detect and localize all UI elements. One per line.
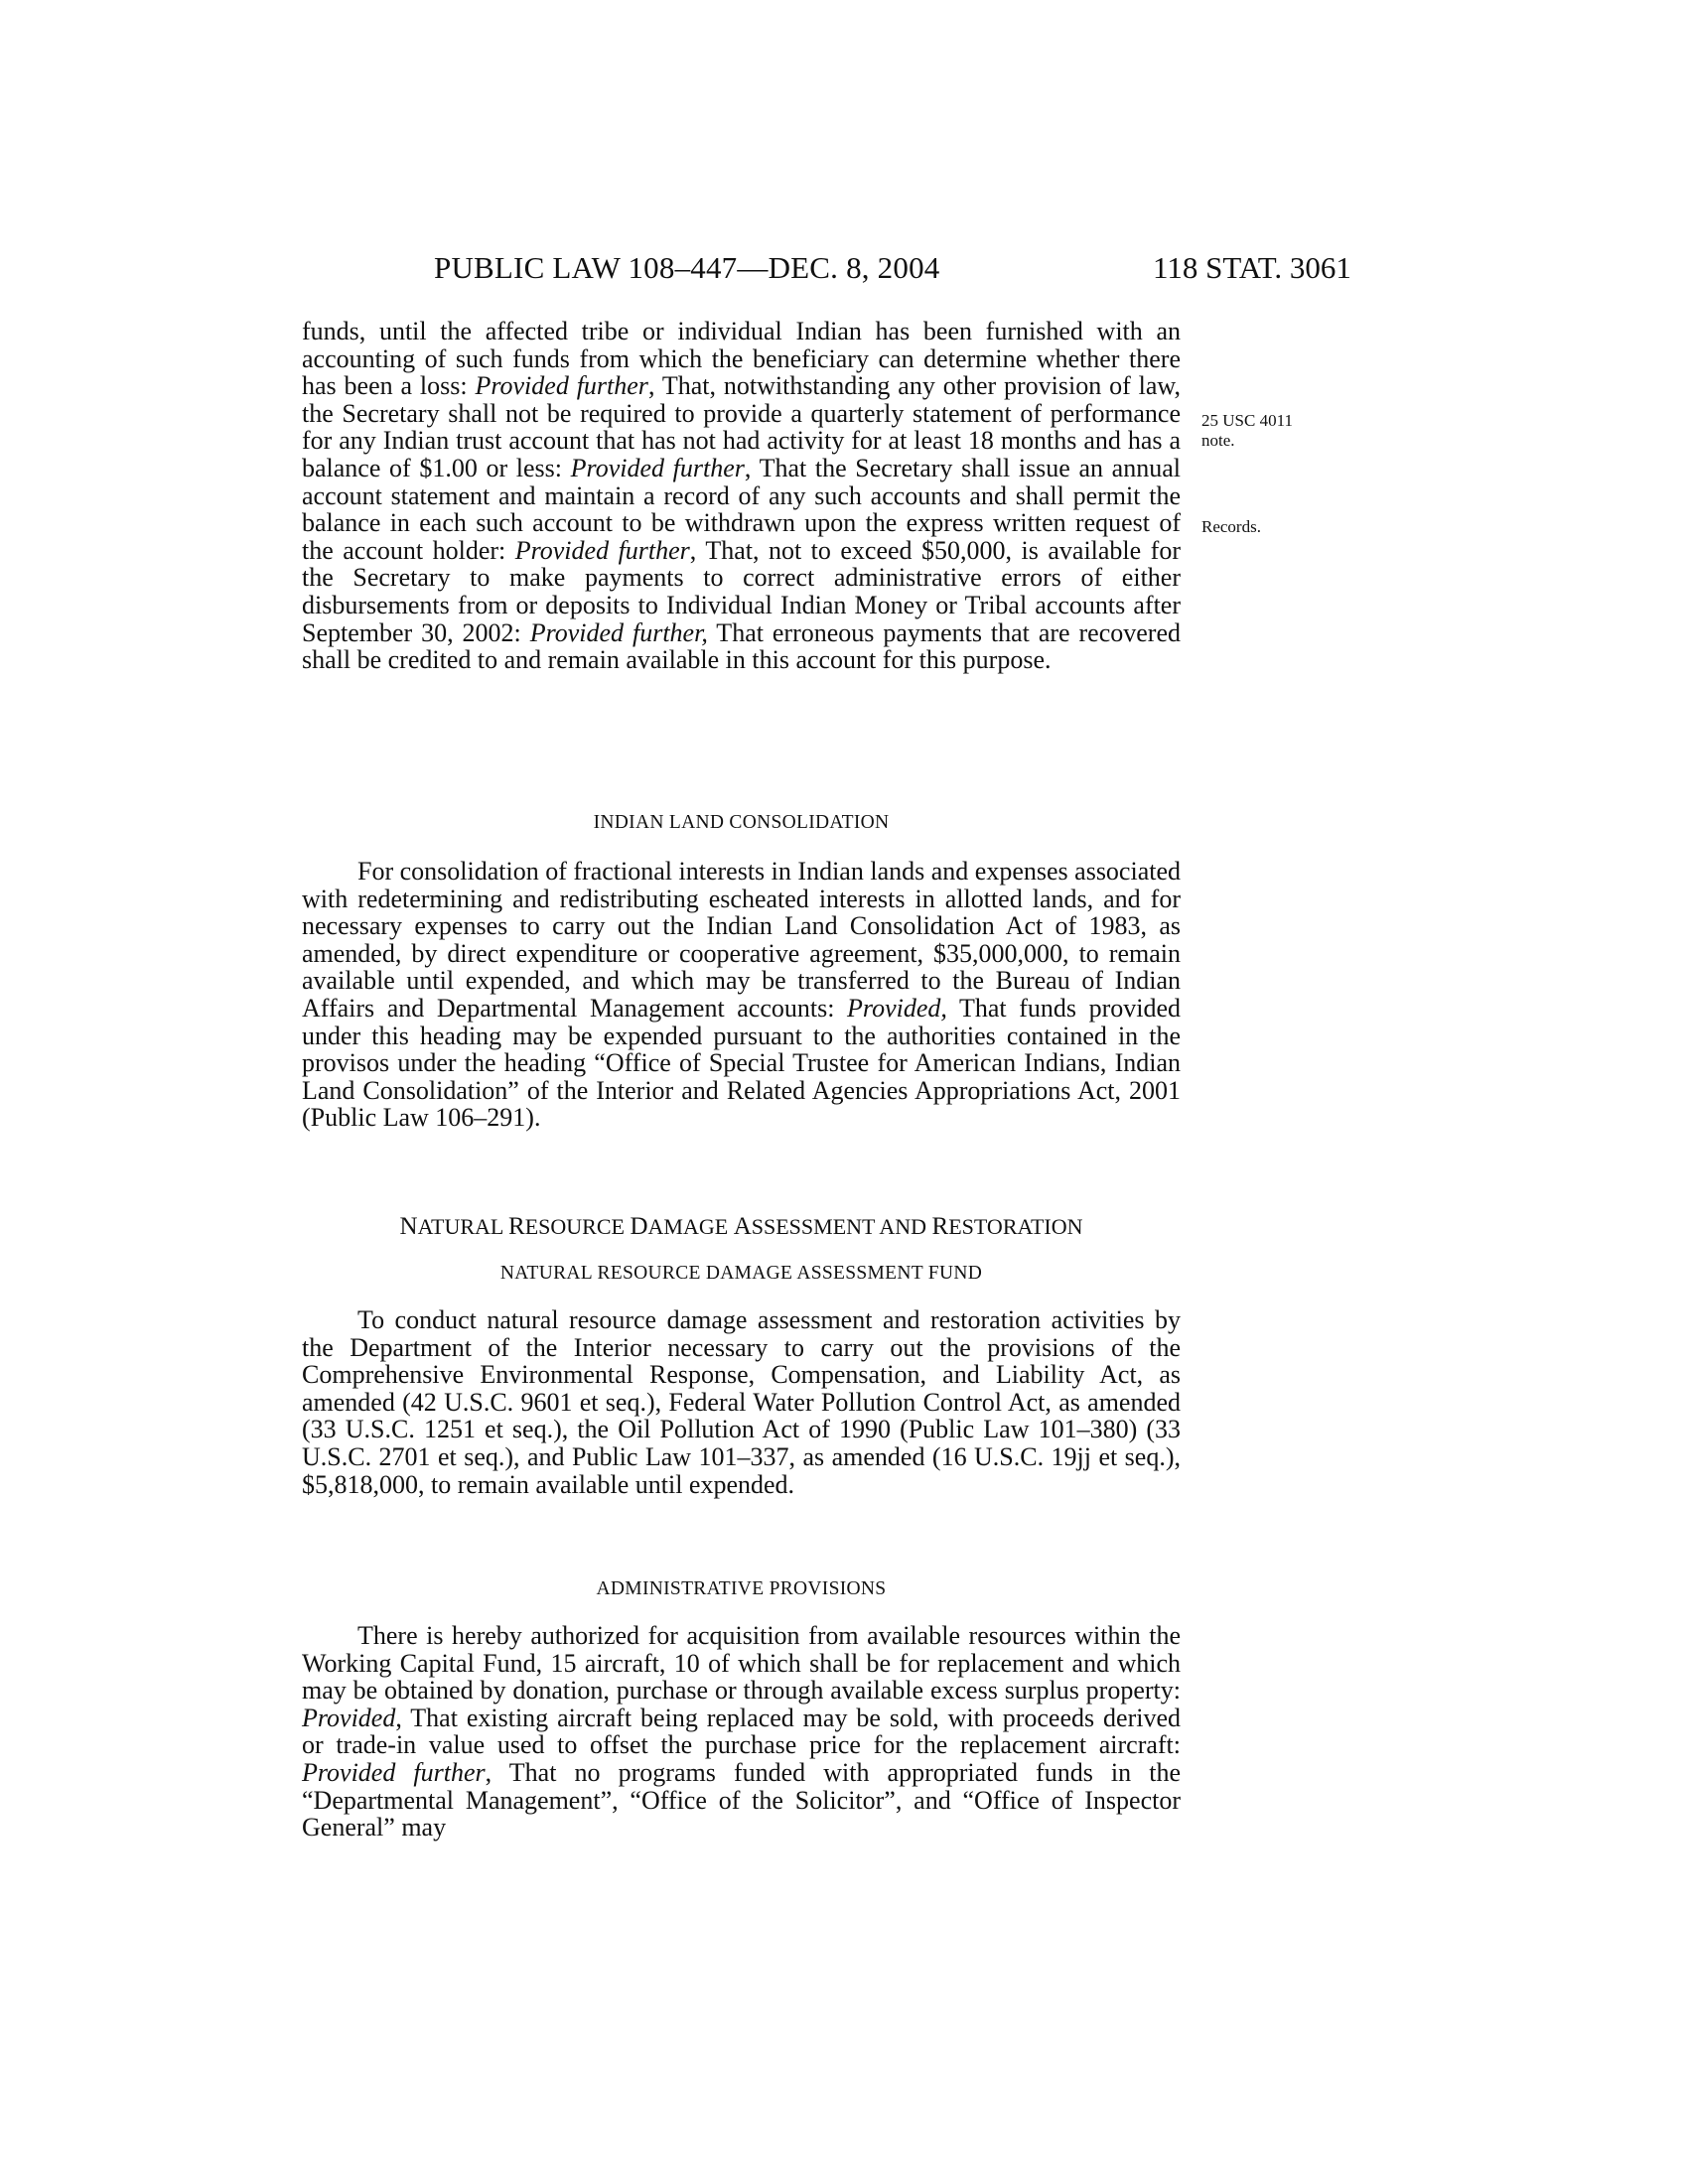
page-number: 118 STAT. 3061 bbox=[1153, 250, 1351, 285]
section-heading-natural-resource-damage bbox=[302, 1213, 1181, 1241]
running-head: PUBLIC LAW 108–447—DEC. 8, 2004 bbox=[434, 250, 940, 285]
small-cap-initial: A bbox=[733, 1213, 752, 1240]
paragraph-text: , That no programs funded with appropriated funds in the “Departmental Management”, “Office of the Solicitor”, and “Office of Inspector General” may bbox=[302, 1757, 1182, 1843]
small-cap-initial: R bbox=[508, 1213, 525, 1240]
section-heading-indian-land-consolidation: INDIAN LAND CONSOLIDATION bbox=[593, 812, 890, 833]
small-cap-initial: R bbox=[931, 1213, 949, 1240]
paragraph-text: funds, until the affected tribe or individual Indian has been furnished with an accounting of such funds from which the beneficiary can determine whether there has been a loss: bbox=[302, 317, 1181, 401]
paragraph-text: , That, notwithstanding any other provision of law, the Secretary shall not be required to provide a quarterly statement of performance for any Indian trust account that has not had activity for at least 18 months and has a balance of $1.00 or less: bbox=[302, 371, 1182, 482]
margin-note-line: 25 USC 4011 bbox=[1201, 411, 1293, 430]
small-cap-rest: SSESSMENT AND bbox=[751, 1214, 927, 1239]
paragraph-text: There is hereby authorized for acquisition from available resources within the Working Capital Fund, 15 aircraft, 10 of which shall be for replacement and which may be obtained by donation, purchase or through available excess surplus property: bbox=[302, 1621, 1181, 1706]
proviso-italic: Provided further bbox=[475, 371, 648, 401]
proviso-italic: Provided bbox=[302, 1703, 396, 1732]
proviso-italic: Provided further, bbox=[529, 617, 708, 647]
paragraph-text: To conduct natural resource damage assessment and restoration activities by the Department of the Interior necessary to carry out the provisions of the Comprehensive Environmental Response, Compensation, and Liability Act, as amended (42 U.S.C. 9601 et seq.), Federal Water Pollution Control Act, as amended (33 U.S.C. 1251 et seq.), the Oil Pollution Act of 1990 (Public Law 101–380) (33 U.S.C. 2701 et seq.), and Public Law 101–337, as amended (16 U.S.C. 19jj et seq.), $5,818,000, to remain available until expended. bbox=[302, 1305, 1181, 1499]
small-cap-rest: ESOURCE bbox=[524, 1214, 625, 1239]
section-heading-administrative-provisions: ADMINISTRATIVE PROVISIONS bbox=[596, 1578, 887, 1599]
margin-note-line: note. bbox=[1201, 431, 1235, 450]
paragraph-text: , That the Secretary shall issue an annual account statement and maintain a record of any such accounts and shall permit the balance in each such account to be withdrawn upon the express written request of the account holder: bbox=[302, 453, 1181, 565]
paragraph-administrative-provisions bbox=[302, 1622, 1181, 1842]
small-cap-initial: N bbox=[399, 1213, 418, 1240]
paragraph-damage-assessment-fund bbox=[302, 1306, 1181, 1498]
small-cap-rest: ESTORATION bbox=[948, 1214, 1083, 1239]
small-cap-rest: AMAGE bbox=[647, 1214, 729, 1239]
margin-note-records: Records. bbox=[1201, 517, 1261, 536]
paragraph-text: That erroneous payments that are recovered shall be credited to and remain available in this account for this purpose. bbox=[302, 617, 1181, 675]
small-cap-rest: ATURAL bbox=[417, 1214, 503, 1239]
proviso-italic: Provided further bbox=[514, 535, 690, 565]
paragraph-text: , That, not to exceed $50,000, is available for the Secretary to make payments to correct administrative errors of either disbursements from or deposits to Individual Indian Money or Tribal accounts after September 30, 2002: bbox=[302, 535, 1181, 647]
section-heading-damage-assessment-fund: NATURAL RESOURCE DAMAGE ASSESSMENT FUND bbox=[499, 1263, 983, 1284]
paragraph-indian-land-consolidation bbox=[302, 858, 1181, 1132]
paragraph-text: , That existing aircraft being replaced may be sold, with proceeds derived or trade-in value used to offset the purchase price for the replacement aircraft: bbox=[302, 1703, 1181, 1760]
proviso-italic: Provided further bbox=[302, 1757, 486, 1787]
margin-note-usc-citation bbox=[1201, 411, 1350, 451]
proviso-italic: Provided further bbox=[570, 453, 745, 482]
paragraph-trust-accounts bbox=[302, 318, 1181, 674]
paragraph-text: For consolidation of fractional interests in Indian lands and expenses associated with redetermining and redistributing escheated interests in allotted lands, and for necessary expenses to carry out the Indian Land Consolidation Act of 1983, as amended, by direct expenditure or cooperative agreement, $35,000,000, to remain available until expended, and which may be transferred to the Bureau of Indian Affairs and Departmental Management accounts: bbox=[302, 857, 1181, 1023]
paragraph-text: That funds provided under this heading may be expended pursuant to the authorities contained in the provisos under the heading “Office of Special Trustee for American Indians, Indian Land Consolidation” of the Interior and Related Agencies Appropriations Act, 2001 (Public Law 106–291). bbox=[302, 993, 1182, 1133]
proviso-italic: Provided, bbox=[847, 993, 947, 1023]
small-cap-initial: D bbox=[630, 1213, 648, 1240]
